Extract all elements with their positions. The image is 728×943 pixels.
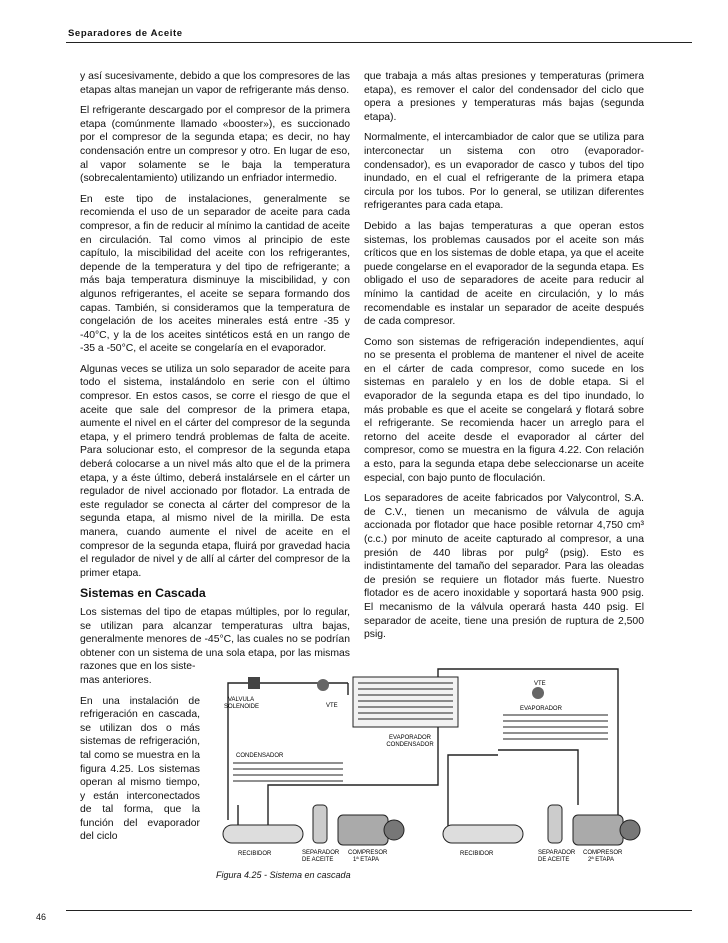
label-condensador-top: CONDENSADOR bbox=[386, 742, 434, 748]
cascade-diagram bbox=[198, 655, 658, 867]
label-evaporador-top: EVAPORADOR bbox=[389, 735, 431, 741]
evaporator-coil-right bbox=[503, 715, 608, 739]
label-vte-right: VTE bbox=[534, 681, 546, 687]
cascade-system-figure bbox=[198, 655, 658, 867]
pipe-right-return bbox=[448, 755, 498, 830]
label-vte-left: VTE bbox=[326, 703, 338, 709]
label-compresor-left: COMPRESOR bbox=[348, 850, 388, 856]
label-de-aceite-right: DE ACEITE bbox=[538, 857, 570, 863]
section-heading: Sistemas en Cascada bbox=[80, 586, 206, 601]
compressor-first-stage bbox=[338, 815, 388, 845]
label-recibidor-right: RECIBIDOR bbox=[460, 851, 494, 857]
evaporator-condenser-coil bbox=[353, 677, 458, 727]
label-compresor-right: COMPRESOR bbox=[583, 850, 623, 856]
label-evaporador-right: EVAPORADOR bbox=[520, 706, 562, 712]
receiver-left bbox=[223, 825, 303, 843]
pipe-right-evap bbox=[498, 750, 578, 805]
solenoid-valve-icon bbox=[248, 677, 260, 689]
paragraph: mas anteriores. bbox=[80, 674, 152, 686]
paragraph: En este tipo de instalaciones, generalmente se recomienda el uso de un separador de aceite para cada compresor, a fin de reducir al mínimo la cantidad de aceite en circulación. Tal como vimos al principio de este capítulo, la miscibilidad del aceite con los refrigerantes, depende de la temperatura y del tipo de refrigerante; a más baja temperatura disminuye la miscibilidad, y con algunos refrigerantes, el aceite se separa formando dos capas. También, si consideramos que la temperatura de congelación de los aceites minerales está entre -35 y -40°C, y la de los aceites sintéticos está en un rango de -35 a -50°C, el aceite se congelaría en el evaporador. bbox=[80, 193, 350, 355]
paragraph: El refrigerante descargado por el compresor de la primera etapa (comúnmente llamado «booster»), es succionado por el compresor de la segunda etapa; es decir, no hay condensación entre un compresor y otro. En lugar de eso, al vapor solamente se le baja la temperatura (sobrecalentamiento) utilizando un enfriador intermedio. bbox=[80, 105, 350, 185]
label-condensador-left: CONDENSADOR bbox=[236, 753, 284, 759]
condenser-coil-left bbox=[233, 763, 343, 781]
compressor-second-stage bbox=[573, 815, 623, 845]
motor-left bbox=[384, 820, 404, 840]
oil-separator-right bbox=[548, 805, 562, 843]
right-column bbox=[364, 70, 644, 649]
paragraph: Como son sistemas de refrigeración independientes, aquí no se presenta el problema de mantener el nivel de aceite en el cárter de cada compresor, como sucede en los sistemas en paralelo y en los de doble etapa. Si el evaporador de la segunda etapa es del tipo inundado, lo más probable es que el aceite se congelará y flotará sobre el refrigerante. Se recomienda hacer un arreglo para el retorno del aceite desde el evaporador al cárter del compresor, como se muestra en la figura 4.22. Con relación a esto, para la segunda etapa debe seleccionarse un aceite especial, con bajo punto de floculación. bbox=[364, 336, 644, 484]
page-number: 46 bbox=[36, 912, 47, 922]
oil-separator-left bbox=[313, 805, 327, 843]
label-de-aceite-left: DE ACEITE bbox=[302, 857, 334, 863]
motor-right bbox=[620, 820, 640, 840]
label-etapa-1: 1ª ETAPA bbox=[353, 857, 380, 863]
expansion-valve-right-icon bbox=[532, 687, 544, 699]
header-rule bbox=[66, 42, 692, 43]
paragraph: Los sistemas del tipo de etapas múltiples, por lo regular, se utilizan para alcanzar temperaturas ultra bajas, generalmente menores de -45°C, las cuales no se podrían obtener con un sistema de una sola etapa, por las mismas razones que en los siste- bbox=[80, 606, 350, 673]
expansion-valve-icon bbox=[317, 679, 329, 691]
figure-caption: Figura 4.25 - Sistema en cascada bbox=[216, 870, 351, 880]
label-recibidor-left: RECIBIDOR bbox=[238, 851, 272, 857]
label-solenoide: SOLENOIDE bbox=[224, 704, 260, 710]
label-etapa-2: 2ª ETAPA bbox=[588, 857, 615, 863]
paragraph: En una instalación de refrigeración en cascada, se utilizan dos o más sistemas de refrigeración, tal como se muestra en la figura 4.25. Los sistemas operan al mismo tiempo, y están interconectados de tal forma, que la función del evaporador del ciclo bbox=[80, 695, 200, 843]
label-valvula: VALVULA bbox=[228, 697, 255, 703]
paragraph: Debido a las bajas temperaturas a que operan estos sistemas, los problemas causados por el aceite son más críticos que en los sistemas de doble etapa, ya que el aceite puede congelarse en el evaporador de la segunda etapa. Es obligado el uso de separadores de aceite para reducir al mínimo la cantidad de aceite en circulación, y lo más recomendable es instalar un separador de aceite después de cada compresor. bbox=[364, 220, 644, 328]
pipe-right-main bbox=[438, 669, 618, 825]
paragraph: Los separadores de aceite fabricados por Valycontrol, S.A. de C.V., tienen un mecanismo de válvula de aguja accionada por flotador que hace posible retornar 4,750 cm³ (c.c.) por minuto de aceite capturado al compresor, a una presión de 440 libras por pulg² (psig). Esto es indistintamente del tamaño del separador. Para las oleadas de presión se requiere un flotador más fuerte. Nuestro flotador es de acero inoxidable y soportará hasta 900 psig. El mecanismo de la válvula operará hasta 440 psig. El separador de aceite, tiene una presión de ruptura de 2,500 psig. bbox=[364, 493, 644, 641]
running-header: Separadores de Aceite bbox=[68, 28, 183, 39]
label-separador-left: SEPARADOR bbox=[302, 850, 340, 856]
label-separador-right: SEPARADOR bbox=[538, 850, 576, 856]
receiver-right bbox=[443, 825, 523, 843]
paragraph: Algunas veces se utiliza un solo separador de aceite para todo el sistema, instalándolo en serie con el último compresor. En estos casos, se corre el riesgo de que el aceite que sale del compresor de la primera etapa, aumente el nivel en el cárter del compresor de la segunda etapa, y el primero tendrá problemas de falta de aceite. Para solucionar esto, el compresor de la segunda etapa deberá colocarse a un nivel más alto que el de la primera etapa, y a éste último, deberá instalársele en el cárter un regulador de nivel accionado por flotador. La entrada de este regulador se conecta al cárter del compresor de la segunda etapa, al mismo nivel de la mirilla. De esta manera, cuando aumente el nivel de aceite en el compresor de la segunda etapa, fluirá por gravedad hacia el regulador de nivel y de allí al cárter del compresor de la primer etapa. bbox=[80, 363, 350, 579]
paragraph: que trabaja a más altas presiones y temperaturas (primera etapa), es remover el calor del condensador del ciclo que opera a presiones y temperaturas más bajas (segunda etapa). bbox=[364, 71, 644, 123]
footer-rule bbox=[66, 910, 692, 911]
paragraph: Normalmente, el intercambiador de calor que se utiliza para interconectar un sistema con otro (evaporador-condensador), es un evaporador de casco y tubos del tipo inundado, en el cual el refrigerante de la primera etapa circula por los tubos. Por lo general, se utilizan diferentes refrigerantes para cada etapa. bbox=[364, 132, 644, 212]
paragraph: y así sucesivamente, debido a que los compresores de las etapas altas manejan un vapor de refrigerante más denso. bbox=[80, 71, 350, 96]
